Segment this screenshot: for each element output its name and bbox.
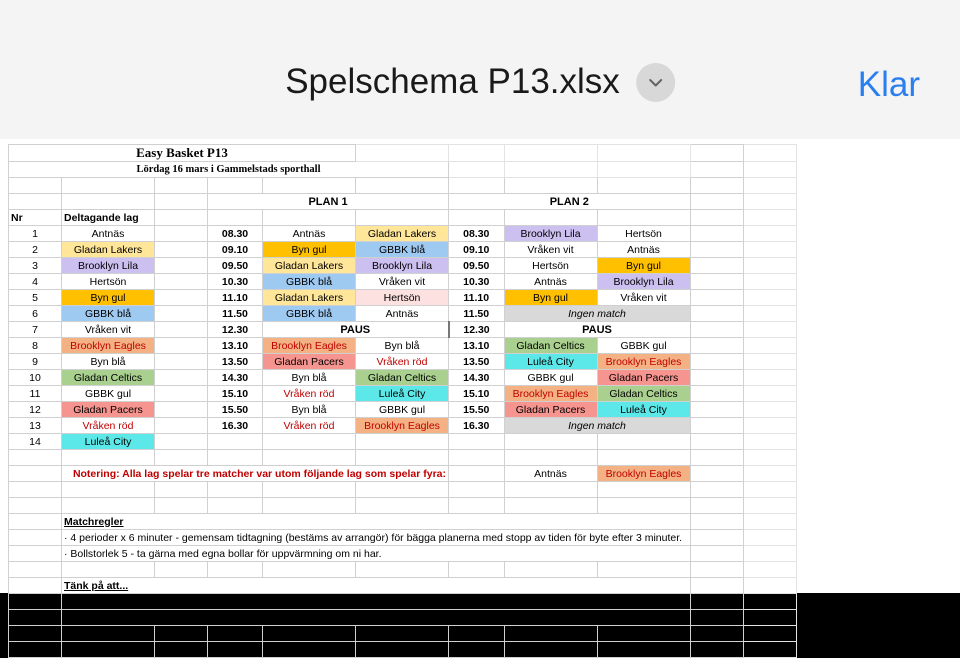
table-row <box>9 530 797 546</box>
outside-cell <box>743 306 796 322</box>
outside-cell <box>743 434 796 450</box>
match-home-plan1[interactable]: GBBK blå <box>263 306 356 322</box>
paus-label-plan1: PAUS <box>263 322 449 338</box>
outside-cell <box>743 418 796 434</box>
table-row <box>9 242 797 258</box>
done-button[interactable]: Klar <box>852 64 926 106</box>
grid-cell <box>263 498 356 514</box>
match-home-plan2[interactable]: Hertsön <box>504 258 597 274</box>
match-time-plan2[interactable]: 13.10 <box>449 338 505 354</box>
grid-cell <box>597 450 690 466</box>
grid-cell <box>9 450 62 466</box>
match-time-plan1[interactable]: 15.10 <box>208 386 263 402</box>
outside-cell <box>743 642 796 658</box>
match-away-plan2[interactable]: Byn gul <box>597 258 690 274</box>
outside-cell <box>743 626 796 642</box>
match-home-plan1[interactable]: GBBK blå <box>263 274 356 290</box>
team-name[interactable]: Luleå City <box>62 434 155 450</box>
grid-cell <box>690 322 743 338</box>
table-row <box>9 274 797 290</box>
match-time-plan2[interactable]: 10.30 <box>449 274 505 290</box>
grid-cell <box>690 290 743 306</box>
outside-cell <box>743 258 796 274</box>
grid-cell <box>504 626 597 642</box>
match-home-plan2[interactable]: Antnäs <box>504 274 597 290</box>
table-row <box>9 562 797 578</box>
grid-cell <box>690 578 743 594</box>
grid-cell <box>690 546 743 562</box>
grid-cell <box>9 562 62 578</box>
grid-cell <box>690 274 743 290</box>
grid-cell <box>208 450 263 466</box>
rules-line-2: · Bollstorlek 5 - ta gärna med egna bollar för uppvärmning om ni har. <box>62 546 691 562</box>
spacer-cell <box>155 226 208 242</box>
outside-cell <box>743 482 796 498</box>
grid-cell <box>504 562 597 578</box>
table-row <box>9 594 797 610</box>
notering-text: Notering: Alla lag spelar tre matcher var utom följande lag som spelar fyra: <box>62 466 449 482</box>
team-number[interactable]: 5 <box>9 290 62 306</box>
match-time-plan2[interactable]: 16.30 <box>449 418 505 434</box>
team-number[interactable]: 6 <box>9 306 62 322</box>
team-number[interactable]: 1 <box>9 226 62 242</box>
table-row <box>9 450 797 466</box>
team-name[interactable]: Brooklyn Eagles <box>62 338 155 354</box>
match-home-plan1[interactable]: Vråken röd <box>263 418 356 434</box>
team-number[interactable]: 3 <box>9 258 62 274</box>
match-time-plan1[interactable]: 11.50 <box>208 306 263 322</box>
col-header-nr: Nr <box>9 210 62 226</box>
match-away-plan2 <box>597 434 690 450</box>
outside-cell <box>743 354 796 370</box>
match-home-plan2[interactable]: Luleå City <box>504 354 597 370</box>
grid-cell <box>690 386 743 402</box>
grid-cell <box>690 338 743 354</box>
match-home-plan2[interactable]: Brooklyn Eagles <box>504 386 597 402</box>
grid-cell <box>9 626 62 642</box>
grid-cell <box>155 562 208 578</box>
notering-team-b: Brooklyn Eagles <box>597 466 690 482</box>
plan2-header: PLAN 2 <box>449 194 691 210</box>
spacer-cell <box>155 274 208 290</box>
spacer-cell <box>155 306 208 322</box>
team-name[interactable]: Byn blå <box>62 354 155 370</box>
spacer-cell <box>155 370 208 386</box>
outside-cell <box>743 386 796 402</box>
grid-cell <box>356 482 449 498</box>
grid-cell <box>356 642 449 658</box>
grid-cell <box>155 626 208 642</box>
match-away-plan2[interactable]: Vråken vit <box>597 290 690 306</box>
match-home-plan1 <box>263 434 356 450</box>
grid-cell <box>504 642 597 658</box>
match-home-plan1[interactable]: Byn blå <box>263 402 356 418</box>
outside-cell <box>743 594 796 610</box>
no-match-label: Ingen match <box>504 418 690 434</box>
table-row <box>9 354 797 370</box>
team-name[interactable]: Hertsön <box>62 274 155 290</box>
grid-cell <box>690 642 743 658</box>
grid-cell <box>62 626 155 642</box>
grid-cell <box>690 306 743 322</box>
table-row <box>9 498 797 514</box>
table-row <box>9 258 797 274</box>
match-time-plan2[interactable]: 11.50 <box>449 306 505 322</box>
table-row <box>9 210 797 226</box>
grid-cell <box>597 562 690 578</box>
grid-cell <box>597 626 690 642</box>
match-time-plan1[interactable]: 13.10 <box>208 338 263 354</box>
match-away-plan2[interactable]: GBBK gul <box>597 338 690 354</box>
outside-cell <box>743 274 796 290</box>
team-number[interactable]: 2 <box>9 242 62 258</box>
team-number[interactable]: 10 <box>9 370 62 386</box>
grid-cell <box>449 562 505 578</box>
match-time-plan1[interactable]: 09.50 <box>208 258 263 274</box>
match-home-plan1[interactable]: Byn gul <box>263 242 356 258</box>
team-name[interactable]: Brooklyn Lila <box>62 258 155 274</box>
match-away-plan1 <box>356 434 449 450</box>
grid-cell <box>155 642 208 658</box>
match-home-plan1[interactable]: Byn blå <box>263 370 356 386</box>
match-away-plan2[interactable]: Gladan Pacers <box>597 370 690 386</box>
grid-cell <box>690 370 743 386</box>
grid-cell <box>690 498 743 514</box>
table-row <box>9 434 797 450</box>
team-name[interactable]: Vråken röd <box>62 418 155 434</box>
match-home-plan2 <box>504 434 597 450</box>
outside-cell <box>743 546 796 562</box>
table-row <box>9 178 797 194</box>
spacer-cell <box>155 290 208 306</box>
team-number[interactable]: 14 <box>9 434 62 450</box>
outside-cell <box>743 562 796 578</box>
match-home-plan1[interactable]: Brooklyn Eagles <box>263 338 356 354</box>
spacer-cell <box>155 434 208 450</box>
grid-cell <box>208 498 263 514</box>
table-row <box>9 546 797 562</box>
table-row <box>9 370 797 386</box>
match-away-plan1[interactable]: GBBK gul <box>356 402 449 418</box>
match-away-plan1[interactable]: Luleå City <box>356 386 449 402</box>
team-number[interactable]: 4 <box>9 274 62 290</box>
table-row <box>9 418 797 434</box>
table-row <box>9 466 797 482</box>
grid-cell <box>62 450 155 466</box>
match-time-plan2[interactable]: 14.30 <box>449 370 505 386</box>
grid-cell <box>504 482 597 498</box>
team-name[interactable]: Gladan Lakers <box>62 242 155 258</box>
table-row <box>9 578 797 594</box>
rules-heading-tank-pa-att: Tänk på att... <box>62 578 691 594</box>
table-row <box>9 514 797 530</box>
match-away-plan2[interactable]: Brooklyn Eagles <box>597 354 690 370</box>
outside-cell <box>743 610 796 626</box>
grid-cell <box>690 562 743 578</box>
sheet-subtitle-cell: Lördag 16 mars i Gammelstads sporthall <box>9 162 449 178</box>
grid-cell <box>597 642 690 658</box>
outside-cell <box>743 450 796 466</box>
match-time-plan1[interactable]: 15.50 <box>208 402 263 418</box>
grid-cell <box>9 466 62 482</box>
col-header-teams: Deltagande lag <box>62 210 155 226</box>
match-time-plan2[interactable]: 09.50 <box>449 258 505 274</box>
title-group <box>285 62 675 102</box>
paus-label-plan2: PAUS <box>504 322 690 338</box>
grid-cell <box>690 530 743 546</box>
match-time-plan2[interactable]: 13.50 <box>449 354 505 370</box>
table-row <box>9 194 797 210</box>
grid-cell <box>208 626 263 642</box>
sheet-title-cell: Easy Basket P13 <box>9 145 356 162</box>
grid-cell <box>690 482 743 498</box>
spacer-cell <box>155 258 208 274</box>
match-time-plan1[interactable]: 10.30 <box>208 274 263 290</box>
spreadsheet-canvas[interactable] <box>0 139 960 624</box>
match-home-plan2[interactable]: Gladan Celtics <box>504 338 597 354</box>
no-match-label: Ingen match <box>504 306 690 322</box>
match-time-plan2[interactable]: 15.10 <box>449 386 505 402</box>
chevron-down-icon[interactable] <box>636 63 675 102</box>
match-home-plan1[interactable]: Vråken röd <box>263 386 356 402</box>
table-row <box>9 610 797 626</box>
grid-cell <box>9 514 62 530</box>
spacer-cell <box>155 242 208 258</box>
match-time-plan1[interactable]: 16.30 <box>208 418 263 434</box>
grid-cell <box>208 642 263 658</box>
match-time-plan1[interactable]: 09.10 <box>208 242 263 258</box>
grid-cell <box>9 642 62 658</box>
grid-cell <box>356 450 449 466</box>
document-title: Spelschema P13.xlsx <box>285 62 620 101</box>
grid-cell <box>449 642 505 658</box>
grid-cell <box>263 450 356 466</box>
rules-line-3: …du som ledare är en förebild. Peppa spelarna, stötta matchledarna och agera med sunt förnuft. <box>62 594 691 610</box>
team-name[interactable]: Gladan Pacers <box>62 402 155 418</box>
grid-cell <box>690 450 743 466</box>
spacer-cell <box>155 338 208 354</box>
team-name[interactable]: GBBK gul <box>62 386 155 402</box>
grid-cell <box>9 610 62 626</box>
match-time-plan1[interactable]: 13.50 <box>208 354 263 370</box>
plan1-header: PLAN 1 <box>208 194 449 210</box>
notering-team-a: Antnäs <box>504 466 597 482</box>
grid-cell <box>208 562 263 578</box>
match-time-plan1[interactable]: 14.30 <box>208 370 263 386</box>
grid-cell <box>690 258 743 274</box>
table-row <box>9 642 797 658</box>
match-home-plan2[interactable]: GBBK gul <box>504 370 597 386</box>
grid-cell <box>690 354 743 370</box>
team-number[interactable]: 12 <box>9 402 62 418</box>
match-away-plan1[interactable]: Brooklyn Eagles <box>356 418 449 434</box>
match-away-plan2[interactable]: Hertsön <box>597 226 690 242</box>
match-away-plan1[interactable]: Byn blå <box>356 338 449 354</box>
table-row <box>9 306 797 322</box>
table-row <box>9 338 797 354</box>
match-away-plan2[interactable]: Brooklyn Lila <box>597 274 690 290</box>
grid-cell <box>449 498 505 514</box>
grid-cell <box>9 498 62 514</box>
schedule-body <box>9 226 797 658</box>
grid-cell <box>690 242 743 258</box>
spacer-cell <box>155 418 208 434</box>
team-number[interactable]: 11 <box>9 386 62 402</box>
outside-cell <box>743 402 796 418</box>
match-time-plan1[interactable]: 11.10 <box>208 290 263 306</box>
grid-cell <box>690 226 743 242</box>
match-away-plan1[interactable]: Antnäs <box>356 306 449 322</box>
rules-line-4: …matchledarna ofta är unga och nyutbildade men gör sitt allra bästa. <box>62 610 691 626</box>
outside-cell <box>743 514 796 530</box>
grid-cell <box>9 482 62 498</box>
grid-cell <box>9 578 62 594</box>
grid-cell <box>263 642 356 658</box>
team-name[interactable]: Antnäs <box>62 226 155 242</box>
grid-cell <box>356 498 449 514</box>
grid-cell <box>597 498 690 514</box>
grid-cell <box>356 626 449 642</box>
table-row <box>9 290 797 306</box>
match-away-plan2[interactable]: Gladan Celtics <box>597 386 690 402</box>
team-name[interactable]: Gladan Celtics <box>62 370 155 386</box>
team-name[interactable]: Byn gul <box>62 290 155 306</box>
match-away-plan1[interactable]: Hertsön <box>356 290 449 306</box>
spacer-cell <box>155 402 208 418</box>
grid-cell <box>356 562 449 578</box>
grid-cell <box>62 562 155 578</box>
grid-cell <box>690 434 743 450</box>
grid-cell <box>263 482 356 498</box>
grid-cell <box>449 450 505 466</box>
grid-cell <box>504 498 597 514</box>
match-away-plan2[interactable]: Antnäs <box>597 242 690 258</box>
grid-cell <box>504 450 597 466</box>
team-name[interactable]: Vråken vit <box>62 322 155 338</box>
match-time-plan2[interactable]: 15.50 <box>449 402 505 418</box>
match-home-plan2[interactable]: Brooklyn Lila <box>504 226 597 242</box>
grid-cell <box>62 482 155 498</box>
grid-cell <box>690 418 743 434</box>
match-home-plan2[interactable]: Vråken vit <box>504 242 597 258</box>
grid-cell <box>208 482 263 498</box>
grid-cell <box>690 626 743 642</box>
table-row <box>9 226 797 242</box>
grid-cell <box>263 562 356 578</box>
grid-cell <box>690 594 743 610</box>
team-number[interactable]: 7 <box>9 322 62 338</box>
outside-cell <box>743 226 796 242</box>
match-time-plan1[interactable]: 08.30 <box>208 226 263 242</box>
match-home-plan1[interactable]: Gladan Lakers <box>263 258 356 274</box>
match-away-plan1[interactable]: Vråken röd <box>356 354 449 370</box>
grid-cell <box>62 498 155 514</box>
match-away-plan2[interactable]: Luleå City <box>597 402 690 418</box>
spacer-cell <box>155 322 208 338</box>
outside-cell <box>743 290 796 306</box>
grid-cell <box>690 610 743 626</box>
table-row <box>9 322 797 338</box>
grid-cell <box>449 482 505 498</box>
grid-cell <box>155 482 208 498</box>
match-away-plan1[interactable]: GBBK blå <box>356 242 449 258</box>
table-row <box>9 482 797 498</box>
grid-cell <box>449 466 505 482</box>
match-time-plan1 <box>208 434 263 450</box>
match-time-plan2[interactable]: 09.10 <box>449 242 505 258</box>
spacer-cell <box>155 354 208 370</box>
grid-cell <box>155 450 208 466</box>
team-number[interactable]: 8 <box>9 338 62 354</box>
outside-cell <box>743 578 796 594</box>
table-row <box>9 162 797 178</box>
match-time-plan1[interactable]: 12.30 <box>208 322 263 338</box>
team-number[interactable]: 9 <box>9 354 62 370</box>
match-time-plan2[interactable]: 12.30 <box>449 322 505 338</box>
match-away-plan1[interactable]: Brooklyn Lila <box>356 258 449 274</box>
outside-cell <box>743 466 796 482</box>
match-time-plan2 <box>449 434 505 450</box>
grid-cell <box>449 626 505 642</box>
spacer-cell <box>155 386 208 402</box>
outside-cell <box>743 322 796 338</box>
match-away-plan1[interactable]: Gladan Celtics <box>356 370 449 386</box>
match-away-plan1[interactable]: Vråken vit <box>356 274 449 290</box>
outside-cell <box>743 530 796 546</box>
grid-cell <box>263 626 356 642</box>
rules-heading-matchregler: Matchregler <box>62 514 691 530</box>
grid-cell <box>9 546 62 562</box>
outside-cell <box>743 498 796 514</box>
grid-cell <box>155 498 208 514</box>
match-time-plan2[interactable]: 08.30 <box>449 226 505 242</box>
match-time-plan2[interactable]: 11.10 <box>449 290 505 306</box>
match-home-plan1[interactable]: Antnäs <box>263 226 356 242</box>
rules-line-1: · 4 perioder x 6 minuter - gemensam tidtagning (bestäms av arrangör) för bägga planerna med stopp av tiden för byte efter 3 minuter. <box>62 530 691 546</box>
grid-cell <box>690 402 743 418</box>
table-row <box>9 145 797 162</box>
viewer-toolbar <box>0 0 960 140</box>
team-number[interactable]: 13 <box>9 418 62 434</box>
table-row <box>9 402 797 418</box>
outside-cell <box>743 242 796 258</box>
grid-cell <box>9 594 62 610</box>
team-name[interactable]: GBBK blå <box>62 306 155 322</box>
match-home-plan1[interactable]: Gladan Lakers <box>263 290 356 306</box>
grid-cell <box>9 530 62 546</box>
match-home-plan2[interactable]: Gladan Pacers <box>504 402 597 418</box>
table-row <box>9 386 797 402</box>
outside-cell <box>743 370 796 386</box>
match-home-plan1[interactable]: Gladan Pacers <box>263 354 356 370</box>
table-row <box>9 626 797 642</box>
grid-cell <box>690 466 743 482</box>
grid-cell <box>597 482 690 498</box>
schedule-table <box>8 144 797 658</box>
grid-cell <box>690 514 743 530</box>
outside-cell <box>743 338 796 354</box>
grid-cell <box>62 642 155 658</box>
match-away-plan1[interactable]: Gladan Lakers <box>356 226 449 242</box>
match-home-plan2[interactable]: Byn gul <box>504 290 597 306</box>
